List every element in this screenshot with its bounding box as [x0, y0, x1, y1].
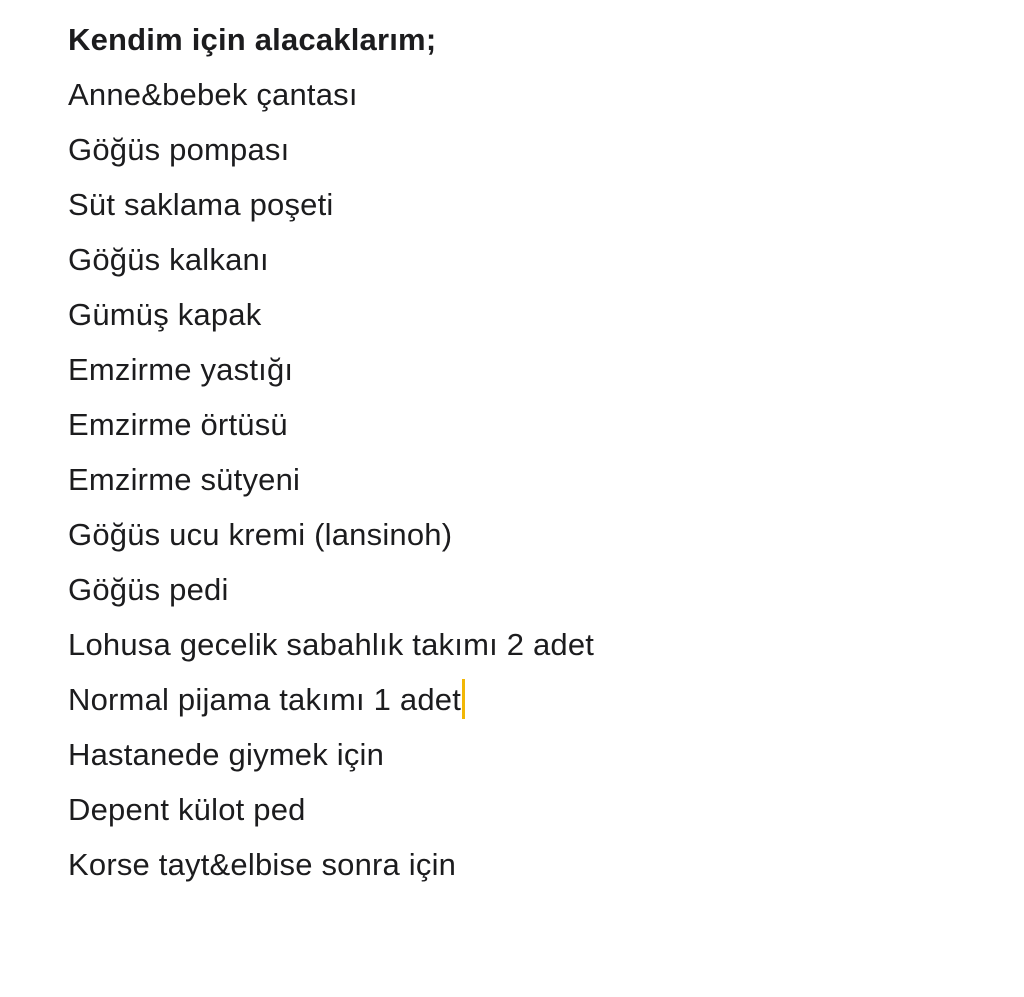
text-cursor	[462, 679, 465, 719]
note-line[interactable]: Göğüs kalkanı	[68, 242, 269, 277]
note-line[interactable]: Korse tayt&elbise sonra için	[68, 847, 457, 882]
note-line[interactable]: Emzirme sütyeni	[68, 462, 301, 497]
note-line[interactable]: Göğüs pompası	[68, 132, 290, 167]
note-line[interactable]: Emzirme yastığı	[68, 352, 294, 387]
note-line[interactable]: Emzirme örtüsü	[68, 407, 288, 442]
note-line[interactable]: Göğüs ucu kremi (lansinoh)	[68, 517, 453, 552]
note-line[interactable]: Anne&bebek çantası	[68, 77, 358, 112]
note-line-text[interactable]: Normal pijama takımı 1 adet	[68, 682, 462, 717]
note-title[interactable]: Kendim için alacaklarım;	[68, 22, 437, 57]
note-line[interactable]: Gümüş kapak	[68, 297, 262, 332]
note-line[interactable]: Lohusa gecelik sabahlık takımı 2 adet	[68, 627, 595, 662]
note-line[interactable]: Süt saklama poşeti	[68, 187, 334, 222]
note-line[interactable]: Göğüs pedi	[68, 572, 229, 607]
note-line[interactable]: Hastanede giymek için	[68, 737, 385, 772]
note-line[interactable]: Depent külot ped	[68, 792, 306, 827]
note-line-active[interactable]	[68, 672, 1024, 727]
